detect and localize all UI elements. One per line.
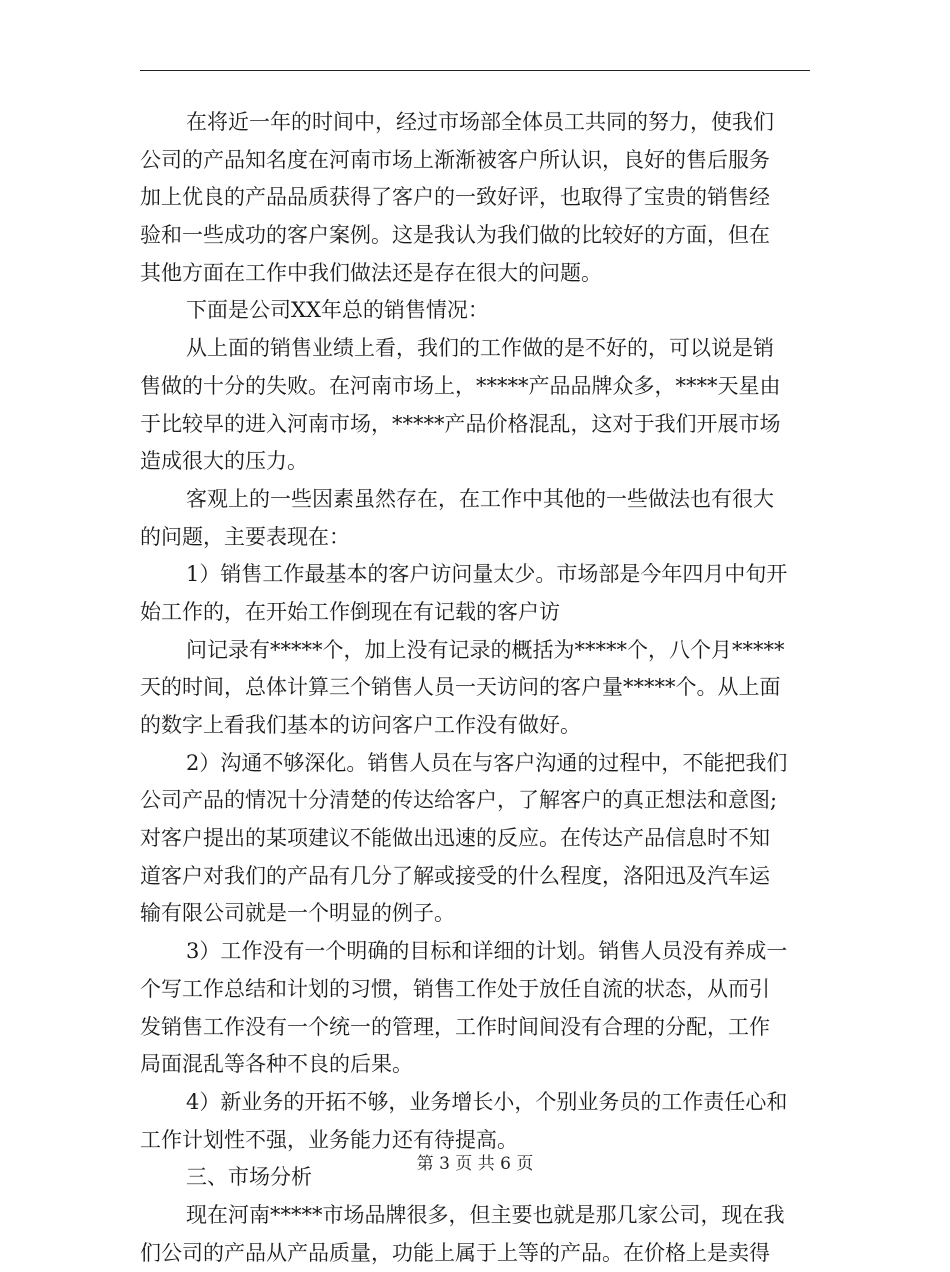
text-line: 现在河南*****市场品牌很多，但主要也就是那几家公司，现在我 — [186, 1202, 785, 1227]
page-footer — [0, 1152, 950, 1176]
page-number-label: 第 3 页 共 6 页 — [416, 1154, 534, 1174]
text-line: 输有限公司就是一个明显的例子。 — [140, 901, 455, 926]
text-line: 在将近一年的时间中，经过市场部全体员工共同的努力，使我们 — [186, 110, 774, 134]
text-line: 4）新业务的开拓不够，业务增长小，个别业务员的工作责任心和 — [186, 1089, 788, 1114]
text-line: 局面混乱等各种不良的后果。 — [140, 1052, 413, 1077]
text-line: 道客户对我们的产品有几分了解或接受的什么程度，洛阳迅及汽车运 — [140, 863, 770, 888]
text-line: 造成很大的压力。 — [140, 449, 308, 474]
text-line: 验和一些成功的客户案例。这是我认为我们做的比较好的方面，但在 — [140, 223, 770, 248]
text-line: 个写工作总结和计划的习惯，销售工作处于放任自流的状态，从而引 — [140, 976, 770, 1001]
text-line: 其他方面在工作中我们做法还是存在很大的问题。 — [140, 260, 602, 285]
document-body — [140, 104, 810, 1272]
text-line: 问记录有*****个，加上没有记录的概括为*****个，八个月***** — [186, 637, 785, 662]
text-line: 们公司的产品从产品质量，功能上属于上等的产品。在价格上是卖得 — [140, 1240, 770, 1265]
text-line: 于比较早的进入河南市场，*****产品价格混乱，这对于我们开展市场 — [140, 411, 781, 436]
text-line: 始工作的，在开始工作倒现在有记载的客户访 — [140, 599, 560, 624]
text-line: 三、市场分析 — [186, 1165, 312, 1190]
text-line: 工作计划性不强，业务能力还有待提高。 — [140, 1127, 518, 1152]
text-line: 3）工作没有一个明确的目标和详细的计划。销售人员没有养成一 — [186, 939, 788, 964]
text-line: 从上面的销售业绩上看，我们的工作做的是不好的，可以说是销 — [186, 336, 774, 361]
text-line: 1）销售工作最基本的客户访问量太少。市场部是今年四月中旬开 — [186, 562, 788, 587]
text-line: 天的时间，总体计算三个销售人员一天访问的客户量*****个。从上面 — [140, 675, 781, 700]
text-line: 的问题，主要表现在： — [140, 524, 350, 549]
text-line: 下面是公司XX年总的销售情况： — [186, 298, 489, 323]
text-line: 的数字上看我们基本的访问客户工作没有做好。 — [140, 713, 581, 737]
text-line: 对客户提出的某项建议不能做出迅速的反应。在传达产品信息时不知 — [140, 826, 770, 851]
text-line: 加上优良的产品品质获得了客户的一致好评，也取得了宝贵的销售经 — [140, 185, 770, 210]
text-line: 售做的十分的失败。在河南市场上，*****产品品牌众多，****天星由 — [140, 373, 781, 398]
text-line: 客观上的一些因素虽然存在，在工作中其他的一些做法也有很大 — [186, 486, 774, 511]
text-line: 发销售工作没有一个统一的管理，工作时间间没有合理的分配，工作 — [140, 1014, 770, 1039]
text-line: 2）沟通不够深化。销售人员在与客户沟通的过程中，不能把我们 — [186, 750, 788, 775]
text-line: 公司产品的情况十分清楚的传达给客户，了解客户的真正想法和意图; — [140, 788, 778, 813]
header-rule — [140, 70, 810, 71]
text-line: 公司的产品知名度在河南市场上渐渐被客户所认识，良好的售后服务 — [140, 147, 770, 172]
